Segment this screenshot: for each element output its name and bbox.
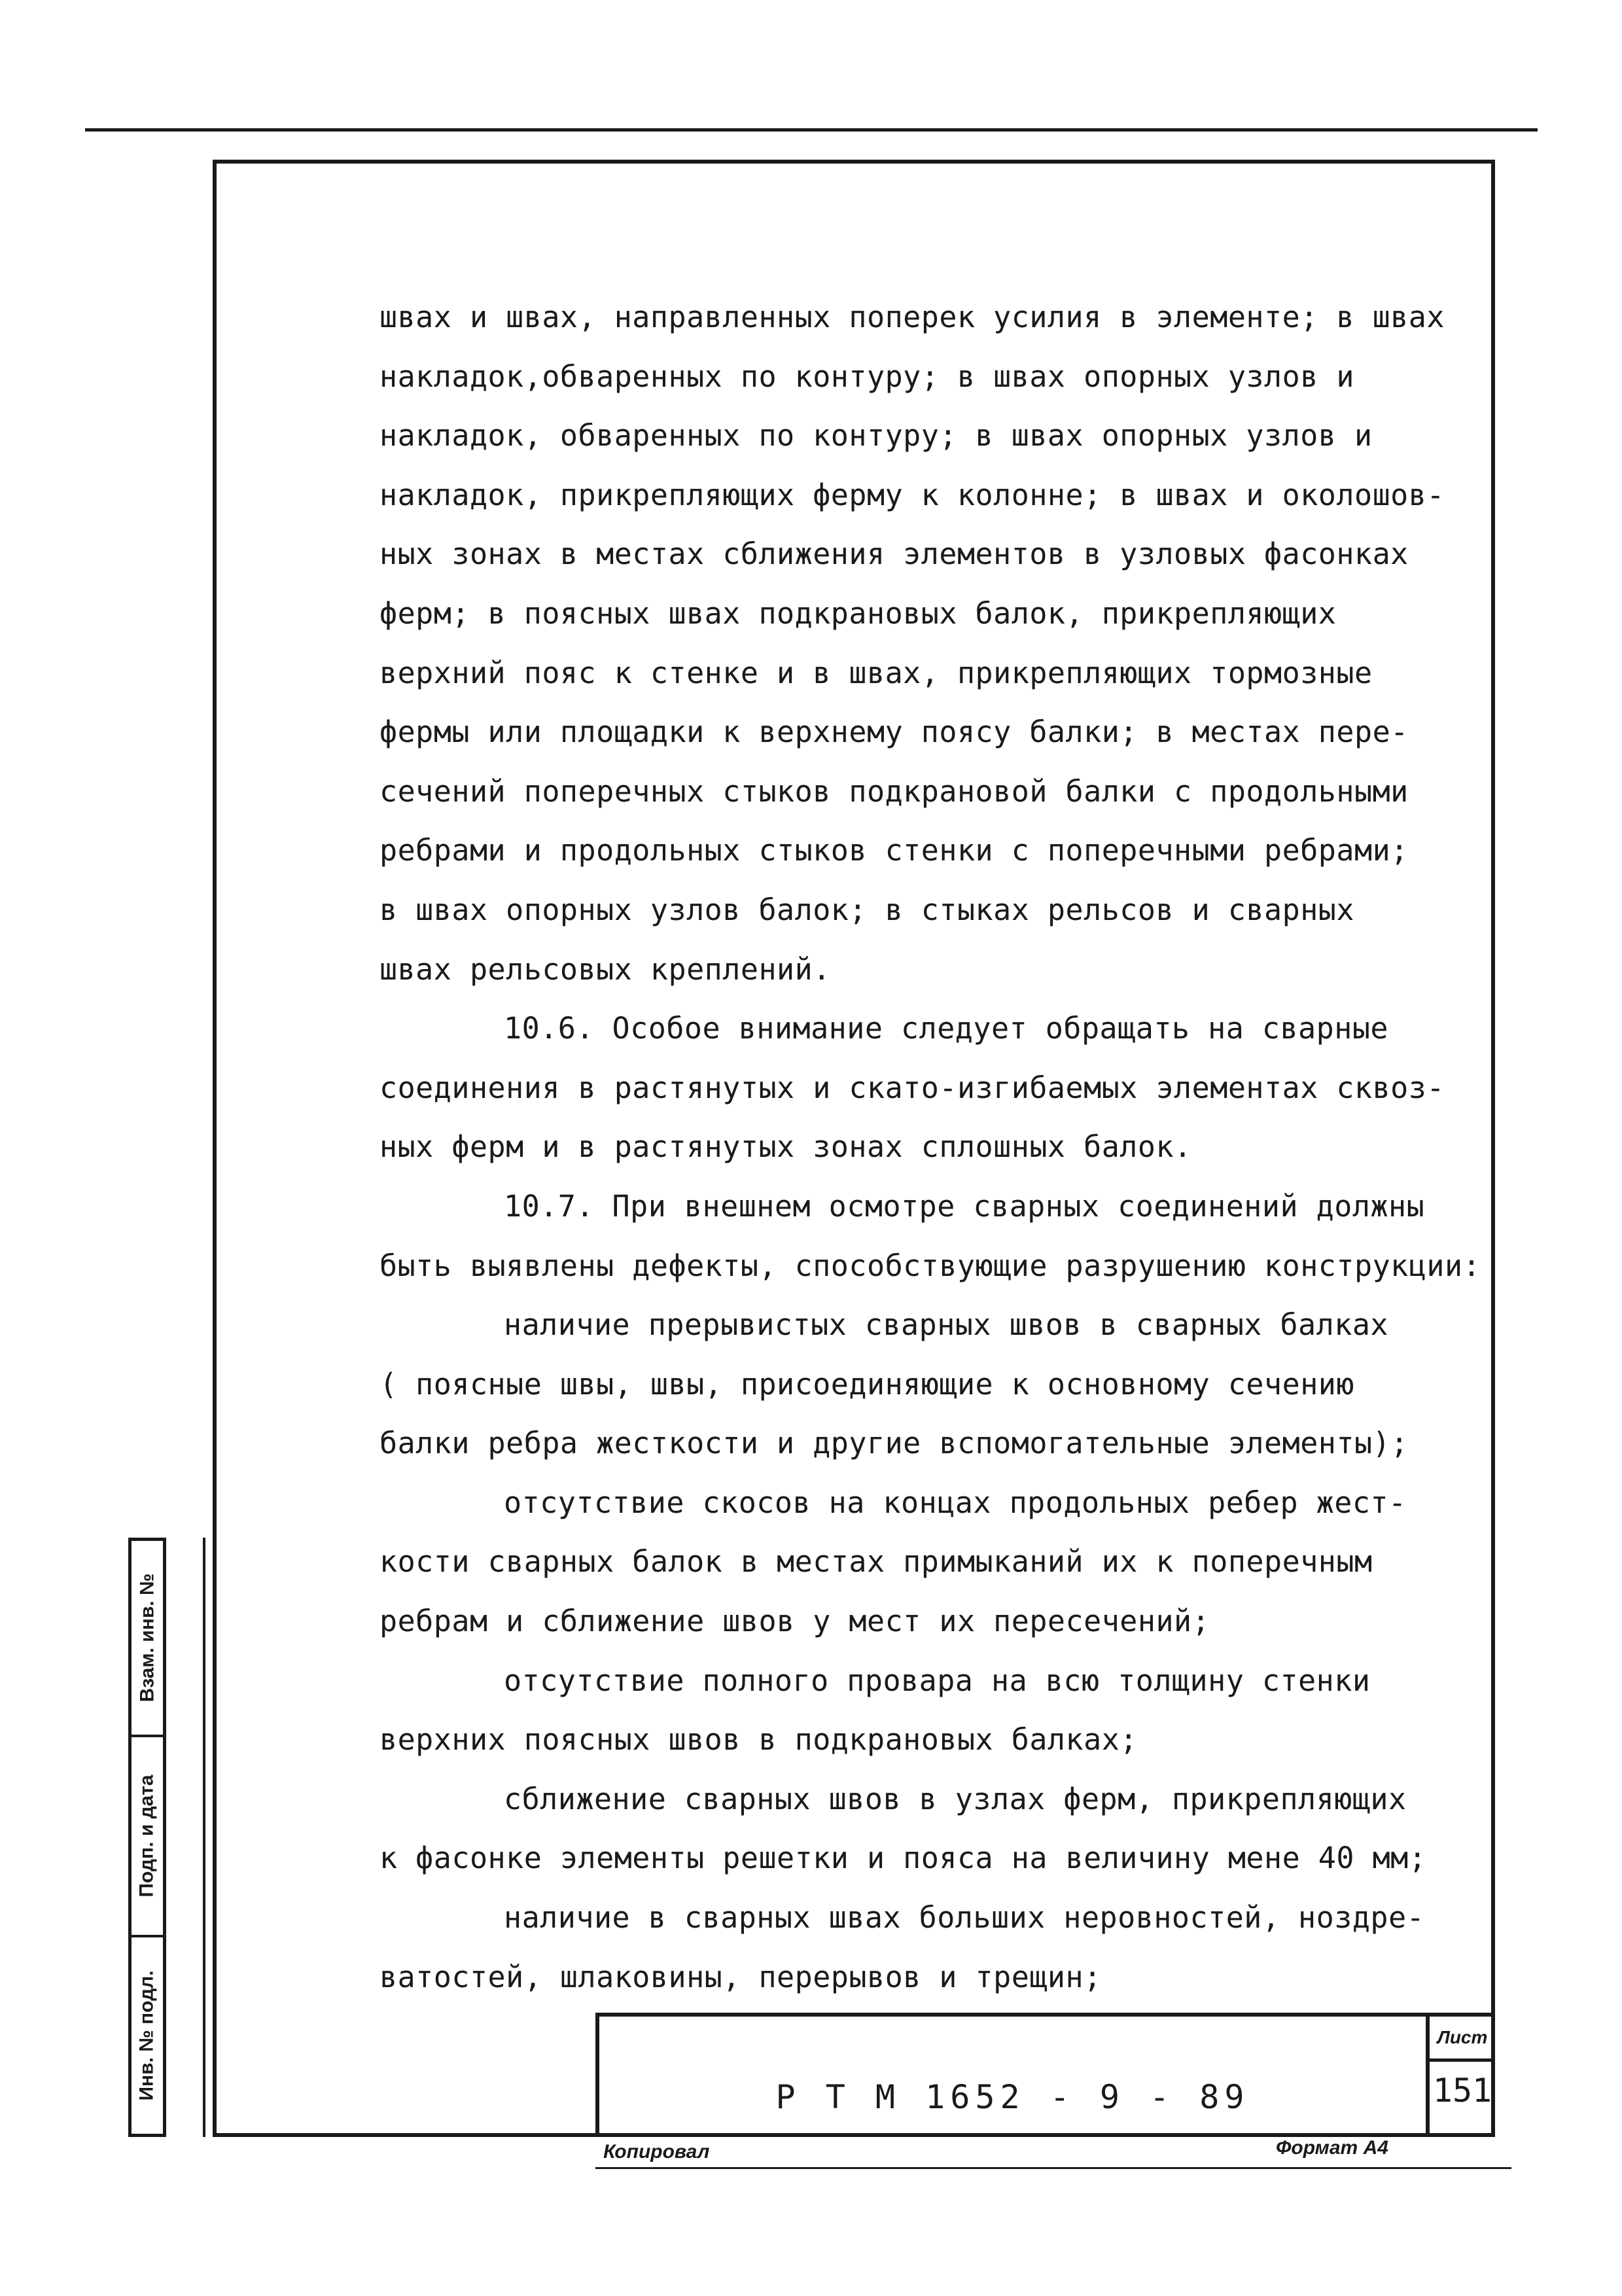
footer-format: Формат А4 bbox=[1276, 2137, 1388, 2159]
sheet-number: 151 bbox=[1432, 2072, 1492, 2110]
title-block bbox=[595, 2013, 1495, 2137]
side-stamp bbox=[128, 1538, 166, 2137]
body-line: ребрами и продольных стыков стенки с поперечными ребрами; bbox=[379, 833, 1409, 868]
body-line: соединения в растянутых и скато-изгибаемых элементах сквоз- bbox=[379, 1070, 1445, 1105]
sheet-label: Лист bbox=[1430, 2017, 1495, 2062]
body-line: отсутствие скосов на концах продольных ребер жест- bbox=[504, 1485, 1407, 1520]
body-line: швах и швах, направленных поперек усилия в элементе; в швах bbox=[379, 300, 1445, 334]
body-line: наличие в сварных швах больших неровностей, ноздре- bbox=[504, 1900, 1425, 1935]
body-line: ферм; в поясных швах подкрановых балок, прикрепляющих bbox=[379, 595, 1337, 631]
body-line: швах рельсовых креплений. bbox=[379, 951, 831, 987]
body-line: 10.7. При внешнем осмотре сварных соединений должны bbox=[504, 1188, 1425, 1224]
body-line: сближение сварных швов в узлах ферм, прикрепляющих bbox=[504, 1781, 1407, 1816]
body-line: ных зонах в местах сближения элементов в узловых фасонках bbox=[379, 537, 1409, 572]
body-line: фермы или площадки к верхнему поясу балки; в местах пере- bbox=[379, 715, 1409, 750]
side-stamp-blank-column bbox=[166, 1538, 205, 2137]
body-line: накладок,обваренных по контуру; в швах опорных узлов и bbox=[379, 359, 1354, 394]
side-stamp-label: Подп. и дата bbox=[136, 1775, 158, 1898]
body-line: наличие прерывистых сварных швов в сварных балках bbox=[504, 1307, 1389, 1343]
sheet-column bbox=[1426, 2017, 1495, 2137]
body-line: ребрам и сближение швов у мест их пересечений; bbox=[379, 1604, 1210, 1639]
side-stamp-cell-signature bbox=[132, 1737, 163, 1937]
body-line: ных ферм и в растянутых зонах сплошных балок. bbox=[379, 1129, 1192, 1165]
body-line: 10.6. Особое внимание следует обращать на сварные bbox=[504, 1011, 1389, 1046]
side-stamp-label: Инв. № подл. bbox=[136, 1970, 158, 2101]
body-line: быть выявлены дефекты, способствующие разрушению конструкции: bbox=[379, 1248, 1481, 1283]
side-stamp-cell-replaced-inv bbox=[132, 1541, 163, 1737]
footer-rule bbox=[595, 2167, 1511, 2169]
body-line: к фасонке элементы решетки и пояса на величину мене 40 мм; bbox=[379, 1841, 1427, 1876]
body-line: верхних поясных швов в подкрановых балках; bbox=[379, 1722, 1138, 1757]
body-line: отсутствие полного провара на всю толщину стенки bbox=[504, 1663, 1371, 1698]
body-line: накладок, обваренных по контуру; в швах опорных узлов и bbox=[379, 418, 1373, 453]
body-text bbox=[379, 288, 1492, 2007]
body-line: балки ребра жесткости и другие вспомогательные элементы); bbox=[379, 1426, 1409, 1461]
document-code: Р Т М 1652 - 9 - 89 bbox=[775, 2078, 1250, 2116]
body-line: верхний пояс к стенке и в швах, прикрепляющих тормозные bbox=[379, 655, 1373, 690]
side-stamp-cell-inv-original bbox=[132, 1937, 163, 2134]
body-line: сечений поперечных стыков подкрановой балки с продольными bbox=[379, 773, 1409, 809]
body-line: ( поясные швы, швы, присоединяющие к основному сечению bbox=[379, 1366, 1354, 1402]
top-rule bbox=[85, 128, 1538, 132]
body-line: накладок, прикрепляющих ферму к колонне; в швах и околошов- bbox=[379, 477, 1445, 512]
body-line: ватостей, шлаковины, перерывов и трещин; bbox=[379, 1959, 1102, 1994]
footer-copied: Копировал bbox=[603, 2141, 710, 2163]
body-line: в швах опорных узлов балок; в стыках рельсов и сварных bbox=[379, 892, 1354, 927]
body-line: кости сварных балок в местах примыканий их к поперечным bbox=[379, 1544, 1373, 1580]
side-stamp-label: Взам. инв. № bbox=[136, 1573, 158, 1703]
